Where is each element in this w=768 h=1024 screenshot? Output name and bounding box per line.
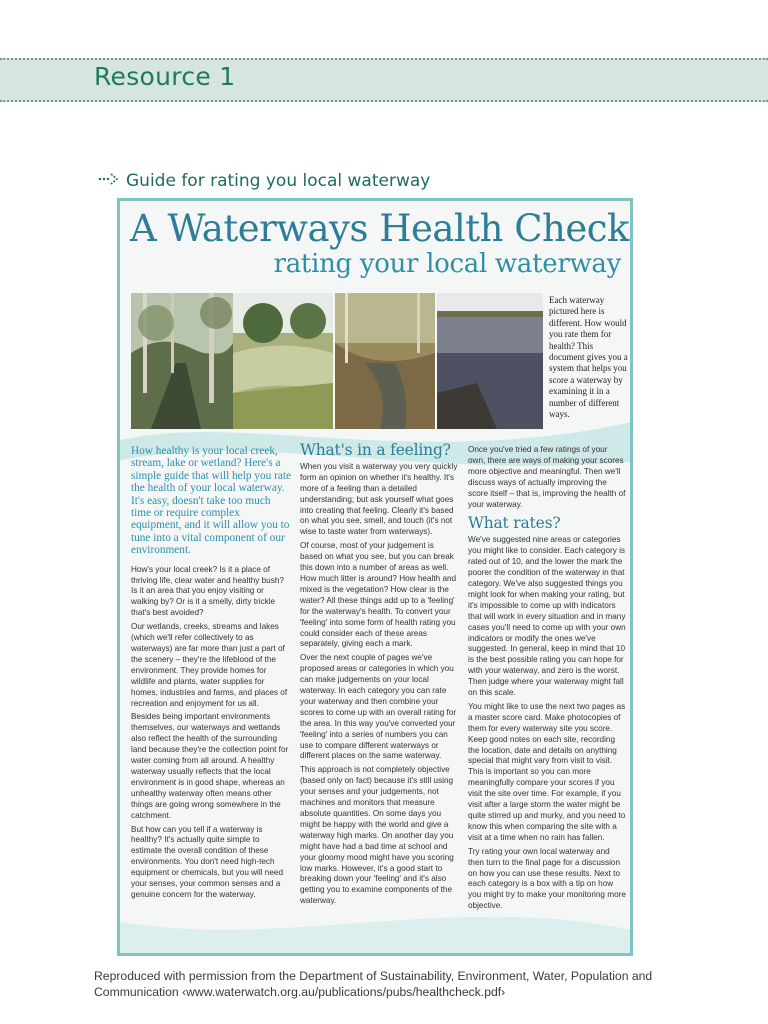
eroded-creek-photo [335, 293, 435, 429]
weedy-stream-photo [233, 293, 333, 429]
guide-heading [98, 171, 430, 191]
paragraph: How's your local creek? Is it a place of thriving life, clear water and healthy bush? Is it an area that you enjoy visiting or walking by? Or is it a smelly, dirty trickle that's best avoided? [131, 564, 284, 618]
column-2 [300, 441, 458, 910]
paragraph: Once you've tried a few ratings of your own, there are ways of making your scores more objective and meaningful. Then we'll discuss ways of actually improving the score itself – that is, improving the health of your waterway. [468, 445, 626, 509]
column-3 [468, 445, 626, 915]
bushy-creek-photo [131, 293, 233, 429]
paragraph: Try rating your own local waterway and then turn to the final page for a discussion on how you can use these results. Next to each category is a box with a tip on how you might try to make your monitoring more objective. [468, 846, 626, 911]
dotted-rule-top [0, 58, 768, 60]
side-intro-text: Each waterway pictured here is different. How would you rate them for health? This document gives you a system that helps you score a waterway by examining it in a number of different ways. [549, 295, 628, 420]
lead-paragraph: How healthy is your local creek, stream, lake or wetland? Here's a simple guide that will help you rate the health of your local waterway. It's easy, doesn't take too much time or require complex equipment, and it will allow you to tune into a vital component of our environment. [131, 445, 292, 557]
paragraph: Our wetlands, creeks, streams and lakes (which we'll refer collectively to as waterways) are far more than just a part of the scenery – they're the lifeblood of the environment. They provide homes for wildlife and plants, water supplies for homes, industries and farms, and places of recreation and enjoyment for us all. [131, 622, 288, 708]
paragraph: This approach is not completely objective (based only on fact) because it's still using your senses and your judgements, not machines and monitors that measure absolute quantities. On some days you might be happy with the world and give a waterway high marks. On another day you might have had a bad time at school and your gloomy mood might have you scoring low marks. However, it's a good start to breaking down your 'feeling' and it's also getting you to examine components of the waterway. [300, 765, 454, 906]
paragraph: You might like to use the next two pages as a master score card. Make photocopies of them for every waterway site you score. Keep good notes on each site, recording the location, date and details on anything special that might vary from visit to visit. This is important so you can more meaningfully compare your scores if you visit the site over time. For example, if you visit after a large storm the water might be quite stirred up and murky, and you need to know this when comparing the site with a visit at a time when no rain has fallen. [468, 701, 626, 842]
section-heading-rates: What rates? [468, 514, 561, 533]
paragraph: When you visit a waterway you very quickly form an opinion on whether it's healthy. It's more of a feeling than a detailed understanding; but ask yourself what goes into creating that feeling. Clearly it's based on what you see, smell, and touch (it's not wise to taste water from waterways). [300, 461, 458, 537]
section-heading-feeling: What's in a feeling? [300, 441, 451, 459]
document-subtitle: rating your local waterway [273, 249, 621, 279]
column-1 [131, 445, 291, 904]
guide-label: Guide for rating you local waterway [126, 171, 431, 191]
document-panel [117, 198, 633, 956]
dotted-arrow-icon [98, 172, 120, 190]
paragraph: We've suggested nine areas or categories you might like to consider. Each category is rated out of 10, and the lower the mark the poorer the condition of the waterway in that category. We've also suggested things you might look for when making your rating, but it's impossible to come up with indicators that will work in every situation and in many cases you'll need to come up with your own indicators or modify the ones we've suggested. In general, keep in mind that 10 is the best possible rating you can hope for with your waterway, and zero is the worst. Then judge where your waterway might fall on this scale. [468, 535, 626, 698]
resource-title: Resource 1 [94, 62, 236, 91]
paragraph: Over the next couple of pages we've proposed areas or categories in which you can make judgements on your local waterway. In each category you can rate your waterway and then combine your scores to come up with an overall rating for the area. In this way you've converted your 'feeling' into a series of numbers you can use to compare different waterways or different places on the same waterway. [300, 653, 457, 761]
credit-line: Reproduced with permission from the Department of Sustainability, Environment, Water, Population and Communication ‹www.waterwatch.org.au/publications/pubs/healthcheck.pdf› [94, 969, 653, 999]
paragraph: But how can you tell if a waterway is healthy? It's actually quite simple to estimate the overall condition of these environments. You don't need high-tech equipment or chemicals, but you will need your senses, your common senses and a genuine concern for the waterway. [131, 824, 284, 899]
paragraph: Besides being important environments themselves, our waterways and wetlands also reflect the health of the surrounding land because they're the collection point for water coming from all around. A healthy waterway usually reflects that the local environment is in good shape, whereas an unhealthy waterway often means other things are going wrong somewhere in the catchment. [131, 712, 289, 820]
paragraph: Of course, most of your judgement is based on what you see, but you can break this down into a number of areas as well. How much litter is around? How health and mixed is the vegetation? How clear is the water? All these things add up to a 'feeling' for the waterway's health. To convert your 'feeling' into some form of health rating you could consider each of these areas separately, giving each a mark. [300, 541, 457, 649]
wetland-lake-photo [437, 293, 543, 429]
dotted-rule-bottom [0, 100, 768, 102]
document-title: A Waterways Health Check [130, 207, 629, 250]
